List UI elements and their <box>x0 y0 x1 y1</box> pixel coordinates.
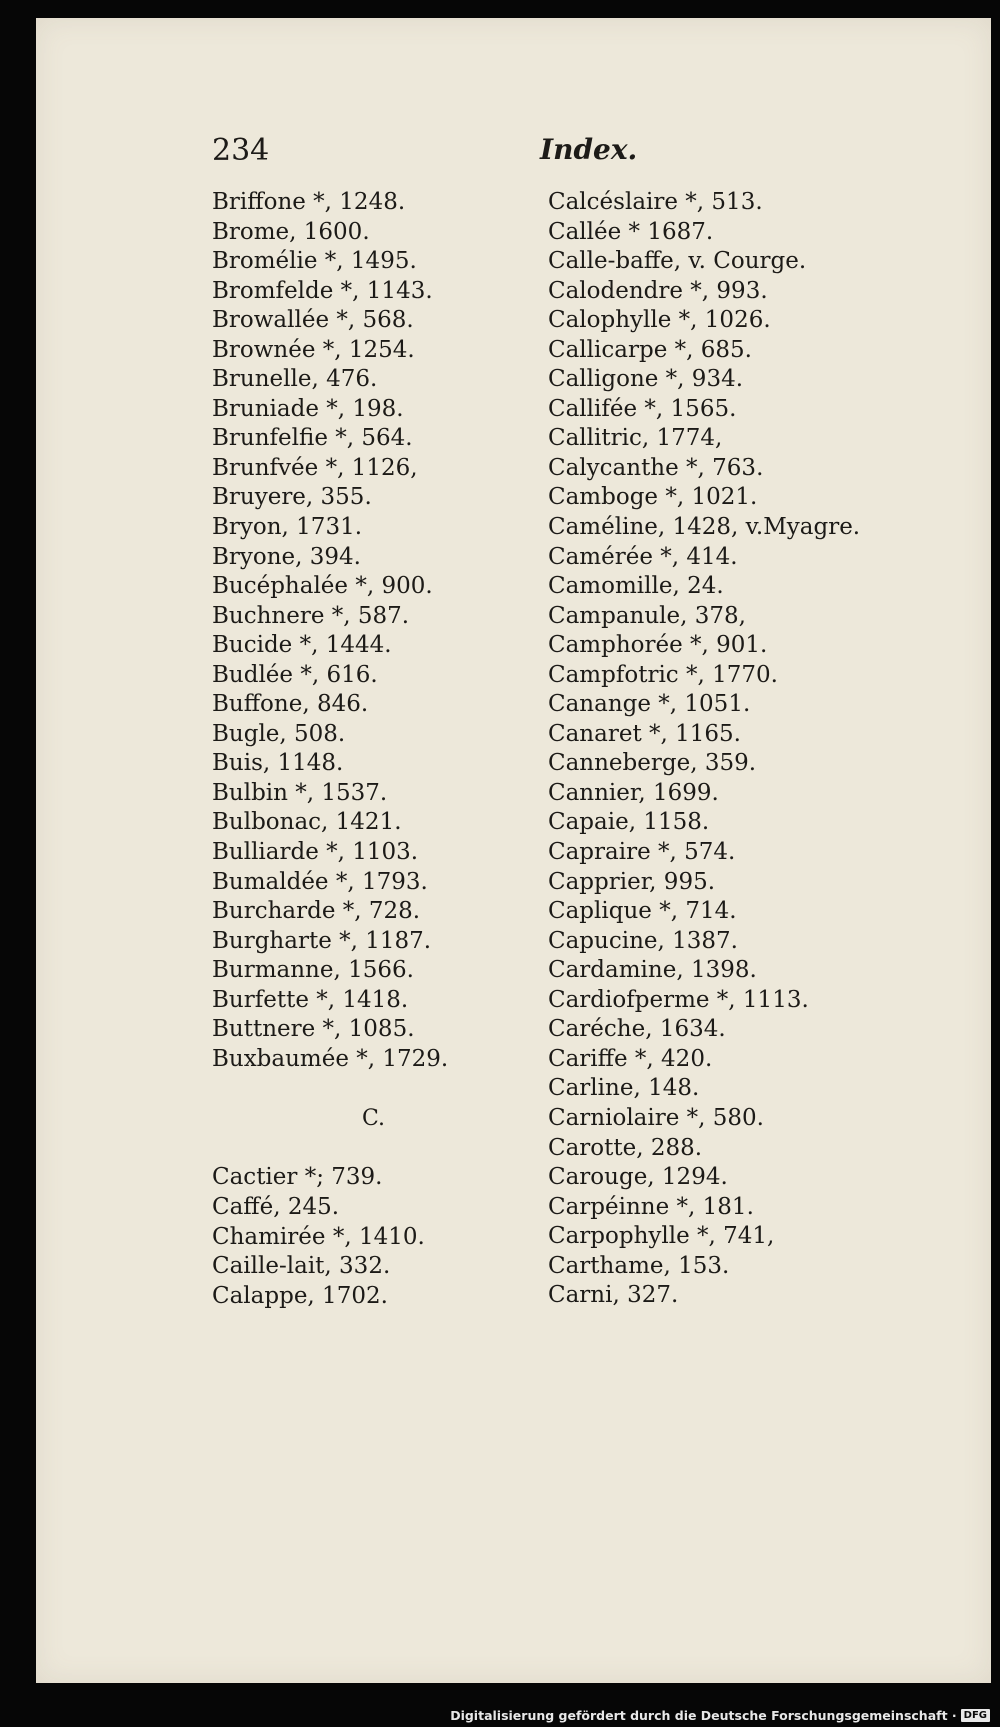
section-letter: C. <box>362 1106 386 1132</box>
index-entry: Cactier *; 739. <box>212 1164 383 1191</box>
index-entry: Capraire *, 574. <box>548 839 736 866</box>
index-entry: Callicarpe *, 685. <box>548 336 752 363</box>
index-entry: Buchnere *, 587. <box>212 602 410 629</box>
index-entry: Brunfelfie *, 564. <box>212 425 413 452</box>
index-entry: Campanule, 378, <box>548 602 746 629</box>
index-entry: Cannier, 1699. <box>548 779 719 806</box>
index-entry: Carpéinne *, 181. <box>548 1193 754 1220</box>
index-entry: Cariffe *, 420. <box>548 1045 713 1072</box>
index-entry: Bromfelde *, 1143. <box>212 277 433 304</box>
index-entry: Capaie, 1158. <box>548 809 710 836</box>
index-entry: Burmanne, 1566. <box>212 957 414 984</box>
index-entry: Burgharte *, 1187. <box>212 927 432 954</box>
index-entry: Callifée *, 1565. <box>548 395 737 422</box>
index-entry: Buxbaumée *, 1729. <box>212 1045 449 1072</box>
index-entry: Bromélie *, 1495. <box>212 248 417 275</box>
index-entry: Bucide *, 1444. <box>212 632 392 659</box>
index-entry: Canneberge, 359. <box>548 750 757 777</box>
index-entry: Brome, 1600. <box>212 218 370 245</box>
index-entry: Camérée *, 414. <box>548 543 738 570</box>
index-entry: Buffone, 846. <box>212 691 369 718</box>
index-entry: Burfette *, 1418. <box>212 986 409 1013</box>
index-column-left <box>212 188 448 1311</box>
index-entry: Carniolaire *, 580. <box>548 1104 764 1131</box>
index-entry: Carouge, 1294. <box>548 1164 728 1191</box>
index-entry: Calophylle *, 1026. <box>548 307 771 334</box>
index-entry: Brunfvée *, 1126, <box>212 454 418 481</box>
index-entry: Cardamine, 1398. <box>548 957 757 984</box>
index-entry: Canange *, 1051. <box>548 691 751 718</box>
index-entry: Camphorée *, 901. <box>548 632 768 659</box>
index-entry: Bucéphalée *, 900. <box>212 573 433 600</box>
index-entry: Campfotric *, 1770. <box>548 661 778 688</box>
index-entry: Capucine, 1387. <box>548 927 738 954</box>
index-entry: Bryone, 394. <box>212 543 361 570</box>
index-entry: Cardiofperme *, 1113. <box>548 986 809 1013</box>
index-entry: Capprier, 995. <box>548 868 716 895</box>
index-entry: Caplique *, 714. <box>548 898 737 925</box>
digitization-footer <box>450 1708 990 1723</box>
index-entry: Carpophylle *, 741, <box>548 1223 775 1250</box>
index-entry: Calappe, 1702. <box>212 1282 388 1309</box>
index-entry: Brownée *, 1254. <box>212 336 415 363</box>
index-entry: Budlée *, 616. <box>212 661 378 688</box>
index-entry: Bruniade *, 198. <box>212 395 404 422</box>
index-entry: Caréche, 1634. <box>548 1016 726 1043</box>
index-column-right <box>548 188 860 1311</box>
index-entry: Carthame, 153. <box>548 1252 730 1279</box>
index-entry: Callée * 1687. <box>548 218 714 245</box>
index-entry: Buis, 1148. <box>212 750 344 777</box>
index-entry: Bulliarde *, 1103. <box>212 839 419 866</box>
index-entry: Carline, 148. <box>548 1075 700 1102</box>
page-header <box>212 133 952 177</box>
dfg-logo-icon: DFG <box>961 1709 990 1722</box>
index-entry: Caffé, 245. <box>212 1193 340 1220</box>
index-entry: Carni, 327. <box>548 1282 679 1309</box>
index-entry: Brunelle, 476. <box>212 366 378 393</box>
index-entry: Bulbin *, 1537. <box>212 779 388 806</box>
index-entry: Camboge *, 1021. <box>548 484 758 511</box>
index-entry: Burcharde *, 728. <box>212 898 421 925</box>
index-entry: Bryon, 1731. <box>212 514 363 541</box>
index-entry: Caille-lait, 332. <box>212 1253 391 1280</box>
page-number: 234 <box>212 133 270 168</box>
index-entry: Bruyere, 355. <box>212 484 372 511</box>
index-entry: Callitric, 1774, <box>548 425 723 452</box>
index-entry: Browallée *, 568. <box>212 307 414 334</box>
index-entry: Bulbonac, 1421. <box>212 809 402 836</box>
index-entry: Buttnere *, 1085. <box>212 1016 415 1043</box>
index-entry: Briffone *, 1248. <box>212 189 406 215</box>
index-entry: Calle-baffe, v. Courge. <box>548 248 807 275</box>
index-entry: Calodendre *, 993. <box>548 277 768 304</box>
index-entry: Bugle, 508. <box>212 720 346 747</box>
index-entry: Caméline, 1428, v.Myagre. <box>548 514 861 541</box>
index-entry: Carotte, 288. <box>548 1134 703 1161</box>
index-entry: Canaret *, 1165. <box>548 720 741 747</box>
index-entry: Camomille, 24. <box>548 573 724 600</box>
index-entry: Calycanthe *, 763. <box>548 454 764 481</box>
index-entry: Chamirée *, 1410. <box>212 1223 425 1250</box>
index-entry: Bumaldée *, 1793. <box>212 868 428 895</box>
running-head: Index. <box>540 133 638 166</box>
footer-credit-text: Digitalisierung gefördert durch die Deutsche Forschungsgemeinschaft · <box>450 1708 957 1723</box>
index-entry: Calcéslaire *, 513. <box>548 189 763 215</box>
index-entry: Calligone *, 934. <box>548 366 744 393</box>
